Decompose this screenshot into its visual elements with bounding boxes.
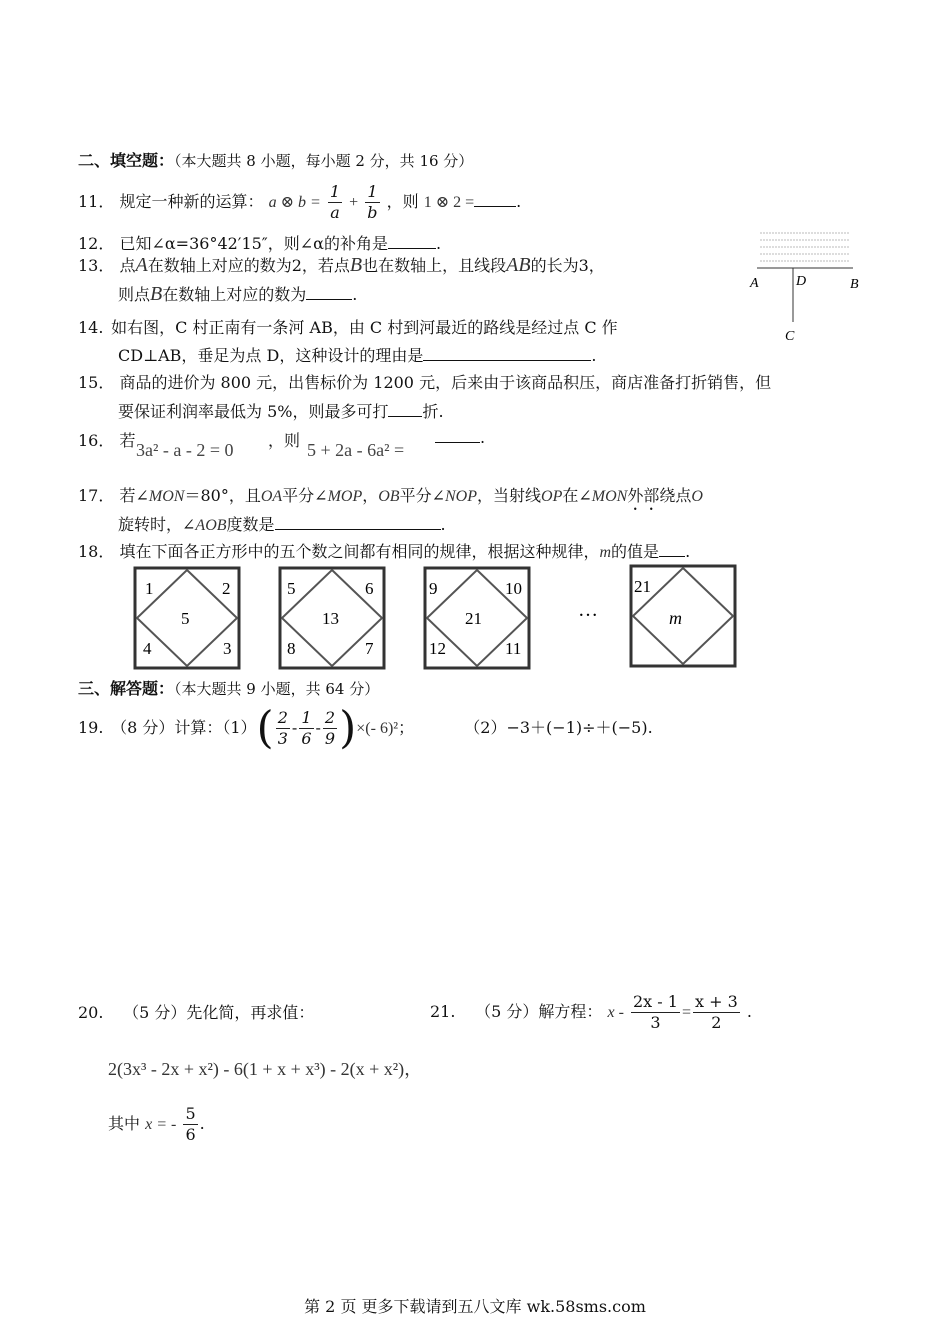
- fraction-1-over-b: $\frac{1}{b}$: [367, 182, 378, 222]
- question-text-5: 平分∠: [399, 486, 445, 505]
- ray-oa-label: OA: [260, 488, 283, 505]
- plus-sign: +: [349, 194, 359, 211]
- square-3-top-right: 10: [505, 579, 522, 598]
- minus-sign: -: [291, 718, 298, 737]
- question-17-line-2: [118, 512, 446, 535]
- period: .: [685, 542, 691, 561]
- semicolon: ；: [398, 718, 415, 737]
- x-equals: x = -: [145, 1116, 177, 1133]
- square-4-center: m: [669, 608, 682, 628]
- expression-to-evaluate: 5 + 2a - 6a² =: [307, 440, 405, 460]
- answer-blank: [435, 428, 480, 443]
- question-number: 16．: [78, 431, 115, 450]
- multiplier-expression: ×(- 6)²: [356, 720, 399, 737]
- answer-blank: [388, 402, 422, 417]
- point-b-label: B: [850, 277, 859, 292]
- right-paren: ): [339, 702, 357, 754]
- minus-sign-2: -: [315, 718, 321, 737]
- fraction-5-6: $\frac{5}{6}$: [185, 1104, 196, 1144]
- square-2-center: 13: [322, 609, 339, 628]
- angle-nop-label: NOP: [445, 488, 477, 505]
- question-number: 11．: [78, 192, 115, 211]
- square-4: [631, 566, 735, 666]
- question-16: [78, 428, 135, 451]
- segment-ab-label: AB: [506, 254, 531, 276]
- square-1-top-right: 2: [222, 579, 231, 598]
- ray-ob-label: OB: [378, 488, 400, 505]
- answer-blank: [423, 346, 591, 361]
- square-2-bottom-left: 8: [287, 639, 296, 658]
- question-number: 19.: [78, 718, 104, 737]
- period: .: [647, 718, 653, 737]
- comma: ，: [404, 1059, 423, 1079]
- question-number: 15．: [78, 373, 115, 392]
- angle-aob-label: AOB: [195, 517, 227, 534]
- equals-sign: =: [681, 1004, 691, 1021]
- answer-blank: [275, 515, 441, 530]
- question-12: [78, 231, 441, 254]
- ellipsis: …: [578, 599, 598, 621]
- question-text-3: 平分∠: [282, 486, 328, 505]
- expression-to-simplify: [108, 1055, 422, 1081]
- question-text-7: 在∠: [562, 486, 592, 505]
- answer-blank: [659, 542, 685, 557]
- section-2-heading: [78, 148, 473, 171]
- period: .: [480, 428, 486, 447]
- question-text-2: 度数是: [226, 515, 275, 534]
- question-text-4: 的长为3，: [530, 256, 605, 275]
- river-village-figure: [745, 228, 870, 350]
- question-text-2: 在数轴上对应的数为: [162, 285, 307, 304]
- equation-lhs: x -: [607, 1004, 624, 1021]
- question-16-then: ，则: [268, 431, 301, 450]
- question-text-2: ，则: [386, 192, 419, 211]
- question-text: 若∠: [119, 486, 149, 505]
- value-condition: [108, 1102, 205, 1147]
- square-3: [425, 568, 529, 668]
- square-3-bottom-right: 11: [505, 639, 522, 658]
- question-15-line-2: [118, 399, 444, 422]
- operation-definition: a ⊗ b =: [268, 194, 321, 211]
- square-2-bottom-right: 7: [365, 639, 374, 658]
- question-14: [78, 315, 618, 338]
- question-20: [78, 1000, 314, 1023]
- question-13: [78, 253, 605, 277]
- question-text: 若: [119, 431, 136, 450]
- question-text: （5 分）先化简，再求值：: [123, 1003, 315, 1022]
- fraction-1-6: $\frac{1}{6}$: [301, 708, 312, 748]
- operation-expression: 1 ⊗ 2 =: [423, 194, 475, 211]
- question-number: 18．: [78, 542, 115, 561]
- answer-blank: [474, 192, 516, 207]
- square-3-bottom-left: 12: [429, 639, 446, 658]
- where-text: 其中: [108, 1114, 141, 1133]
- fraction-2x-1-over-3: $\frac{2x - 1}{3}$: [633, 992, 678, 1032]
- point-a-label: A: [750, 276, 759, 291]
- square-1-bottom-right: 3: [223, 639, 232, 658]
- point-d-label: D: [796, 274, 807, 289]
- question-text: （8 分）计算：（1）: [111, 718, 257, 737]
- section-2-title: 二、填空题：: [78, 151, 175, 170]
- question-text: 如右图，C 村正南有一条河 AB，由 C 村到河最近的路线是经过点 C 作: [111, 318, 618, 337]
- square-3-center: 21: [465, 609, 482, 628]
- square-1-top-left: 1: [145, 579, 154, 598]
- section-3-note: （本大题共 9 小题，共 64 分）: [174, 680, 380, 698]
- number-squares-figure: [120, 560, 760, 678]
- question-19: [78, 704, 653, 753]
- square-2-top-left: 5: [287, 579, 296, 598]
- point-b-label: B: [150, 283, 163, 305]
- question-part-2: （2）−3＋(−1)÷＋(−5): [464, 718, 648, 737]
- question-text: 填在下面各正方形中的五个数之间都有相同的规律，根据这种规律，: [119, 542, 600, 561]
- period: .: [352, 285, 358, 304]
- question-text: 已知∠α=36°42′15″，则∠α的补角是: [119, 234, 388, 253]
- period: .: [746, 1002, 752, 1021]
- question-number: 13．: [78, 256, 115, 275]
- question-text: CD⊥AB，垂足为点 D，这种设计的理由是: [118, 346, 424, 365]
- answer-blank: [388, 234, 436, 249]
- simplify-expression: 2(3x³ - 2x + x²) - 6(1 + x + x³) - 2(x + x²): [108, 1059, 405, 1079]
- question-14-line-2: [118, 343, 596, 366]
- period: .: [199, 1114, 205, 1133]
- period: .: [440, 515, 446, 534]
- square-4-top-left: 21: [634, 577, 651, 596]
- square-1: [135, 568, 239, 668]
- angle-mon-label-2: MON: [591, 488, 628, 505]
- question-text: 要保证利润率最低为 5%，则最多可打: [118, 402, 389, 421]
- period: .: [516, 192, 522, 211]
- fraction-1-over-a: $\frac{1}{a}$: [329, 182, 341, 222]
- square-1-center: 5: [181, 609, 190, 628]
- question-text-2: 的值是: [611, 542, 660, 561]
- question-16-blank: [435, 428, 485, 447]
- question-13-line-2: [118, 282, 357, 306]
- square-2: [280, 568, 384, 668]
- question-number: 17．: [78, 486, 115, 505]
- question-text-2: 在数轴上对应的数为2，若点: [147, 256, 350, 275]
- question-text-2: ＝80°，且: [184, 486, 261, 505]
- point-o-label: O: [691, 488, 703, 505]
- question-text: 商品的进价为 800 元，出售标价为 1200 元，后来由于该商品积压，商店准备打折销售，但: [119, 373, 772, 392]
- question-text: 点: [119, 256, 136, 275]
- question-number: 14.: [78, 318, 104, 337]
- question-number: 20.: [78, 1003, 104, 1022]
- question-15: [78, 370, 771, 393]
- square-2-top-right: 6: [365, 579, 374, 598]
- question-11: [78, 180, 521, 225]
- variable-m-label: m: [599, 544, 612, 561]
- question-number: 12．: [78, 234, 115, 253]
- question-text-4: ，: [362, 486, 379, 505]
- question-text: 规定一种新的运算：: [119, 192, 264, 211]
- question-21: [430, 990, 752, 1035]
- angle-mon-label: MON: [148, 488, 185, 505]
- question-text: （5 分）解方程：: [475, 1002, 603, 1021]
- answer-blank: [306, 285, 352, 300]
- question-text-3: 也在数轴上，且线段: [362, 256, 507, 275]
- section-3-title: 三、解答题：: [78, 679, 175, 698]
- equation-condition: 3a² - a - 2 = 0: [136, 440, 234, 460]
- question-18: [78, 539, 690, 562]
- fraction-2-9: $\frac{2}{9}$: [324, 708, 336, 748]
- question-text-8: 绕点: [659, 486, 692, 505]
- question-17: [78, 483, 703, 514]
- point-b-label: B: [349, 254, 363, 276]
- left-paren: (: [256, 702, 274, 754]
- section-3-heading: [78, 676, 379, 699]
- question-text: 旋转时，∠: [118, 515, 196, 534]
- emphasized-outside: 外部: [627, 486, 660, 505]
- point-c-label: C: [785, 329, 795, 344]
- period: .: [436, 234, 442, 253]
- fraction-2-3: $\frac{2}{3}$: [277, 708, 288, 748]
- question-end: 折.: [422, 402, 444, 421]
- question-text: 则点: [118, 285, 151, 304]
- fraction-x-3-over-2: $\frac{x + 3}{2}$: [695, 992, 738, 1032]
- question-text-6: ，当射线: [477, 486, 542, 505]
- period: .: [591, 346, 597, 365]
- angle-mop-label: MOP: [327, 488, 363, 505]
- ray-op-label: OP: [541, 488, 563, 505]
- section-2-note: （本大题共 8 小题，每小题 2 分，共 16 分）: [174, 152, 474, 170]
- page-footer: 第 2 页 更多下载请到五八文库 wk.58sms.com: [304, 1297, 646, 1316]
- point-a-label: A: [135, 254, 148, 276]
- square-3-top-left: 9: [429, 579, 438, 598]
- question-number: 21.: [430, 1002, 456, 1021]
- square-1-bottom-left: 4: [143, 639, 152, 658]
